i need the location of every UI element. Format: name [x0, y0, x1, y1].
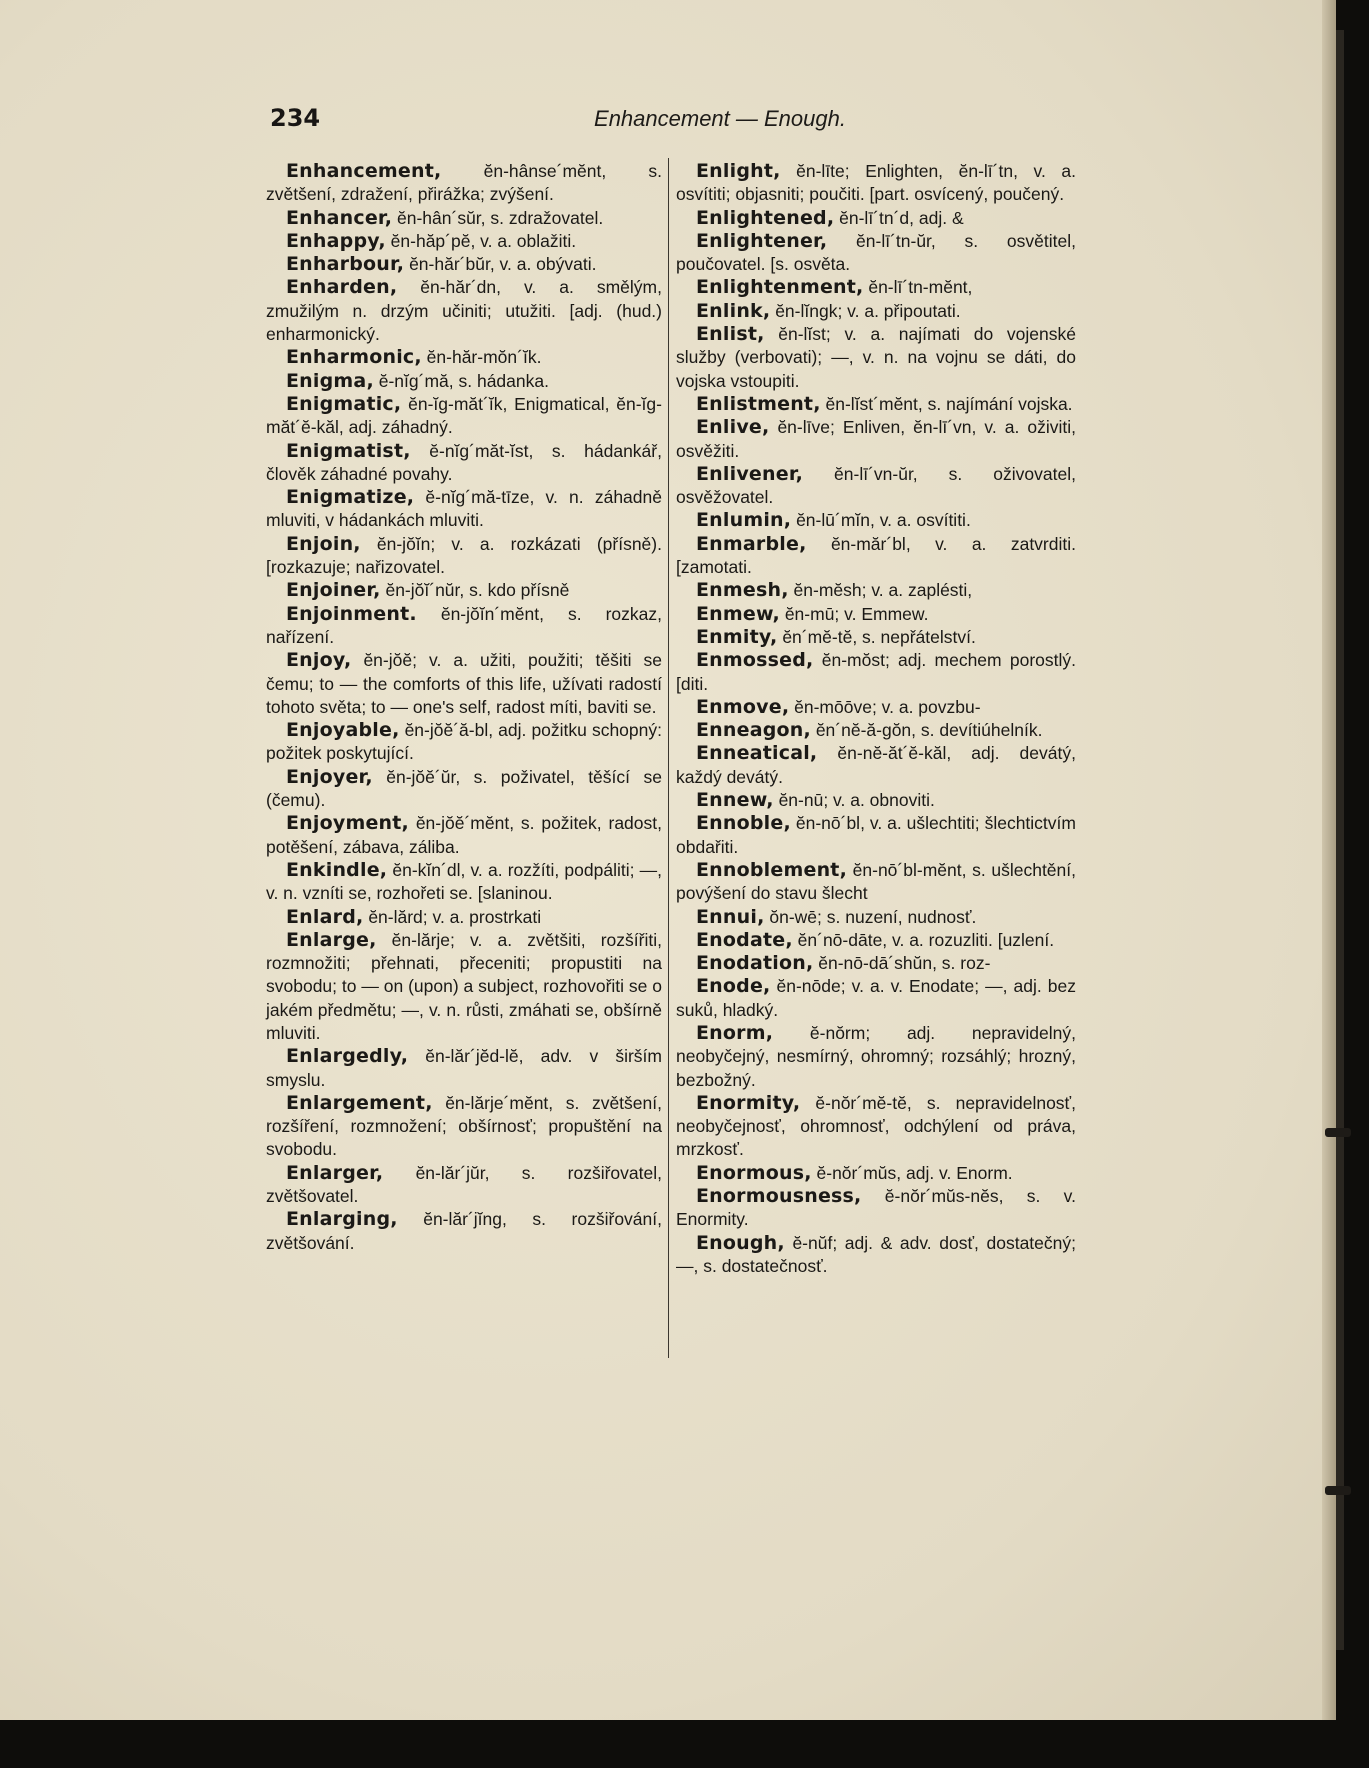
- dictionary-entry: [266, 276, 662, 346]
- dictionary-entry: [676, 1092, 1076, 1162]
- entry-definition: ĕn-jŏĕ´mĕnt, s. požitek, radost, potěšení, zábava, záliba.: [266, 813, 662, 857]
- page-number: 234: [270, 104, 321, 132]
- entry-definition: ĕn-nō´bl, v. a. ušlechtiti; šlechtictvím obdařiti.: [676, 813, 1076, 857]
- entry-definition: ĕn-nō-dā´shŭn, s. roz-: [818, 953, 991, 974]
- entry-definition: ĕn-hăp´pĕ, v. a. oblažiti.: [390, 230, 577, 251]
- entry-headword: Enlivener,: [696, 462, 804, 485]
- dictionary-entry: [266, 1162, 662, 1209]
- entry-definition: ĕn-lĭst´mĕnt, s. najímání vojska.: [825, 393, 1073, 414]
- dictionary-entry: [266, 812, 662, 859]
- dictionary-entry: [676, 160, 1076, 207]
- dictionary-entry: [676, 300, 1076, 323]
- entry-headword: Enlarge,: [286, 928, 377, 951]
- binding-mark: [1325, 1486, 1351, 1495]
- entry-headword: Enlarger,: [286, 1161, 384, 1184]
- dictionary-entry: [676, 649, 1076, 696]
- entry-definition: ĕn-lĭst; v. a. najímati do vojenské služby (verbovati); —, v. n. na vojnu se dáti, do vojska vstoupiti.: [676, 324, 1076, 391]
- entry-definition: ĕn-lū´mĭn, v. a. osvítiti.: [796, 510, 971, 531]
- dictionary-entry: [676, 952, 1076, 975]
- entry-headword: Enough,: [696, 1231, 785, 1254]
- dictionary-entry: [266, 579, 662, 602]
- entry-headword: Enmew,: [696, 602, 780, 625]
- entry-headword: Enigmatist,: [286, 439, 411, 462]
- entry-definition: ĕn´nō-dāte, v. a. rozuzliti. [uzlení.: [797, 929, 1055, 950]
- entry-definition: ĕ-nŏrm; adj. nepravidelný, neobyčejný, nesmírný, ohromný; rozsáhlý; hrozný, bezbožný.: [676, 1022, 1076, 1090]
- dictionary-entry: [676, 463, 1076, 510]
- entry-headword: Enhancer,: [286, 206, 393, 229]
- entry-headword: Enodation,: [696, 952, 814, 975]
- dictionary-entry: [676, 719, 1076, 742]
- entry-headword: Enlargement,: [286, 1091, 433, 1114]
- dictionary-entry: [676, 1232, 1076, 1279]
- entry-definition: ĕn-mŏst; adj. mechem porostlý. [diti.: [676, 650, 1076, 694]
- page-header: [270, 104, 1330, 134]
- dictionary-entry: [676, 975, 1076, 1022]
- entry-headword: Enhappy,: [286, 229, 386, 252]
- entry-headword: Enhancement,: [286, 160, 442, 182]
- entry-headword: Enlightenment,: [696, 276, 864, 299]
- entry-definition: ĕn-jŏĭ´nŭr, s. kdo přísně: [385, 580, 570, 601]
- entry-headword: Enlight,: [696, 160, 781, 182]
- entry-definition: ĕn-lăr´jŭr, s. rozšiřovatel, zvětšovatel.: [266, 1162, 662, 1207]
- entry-headword: Ennew,: [696, 789, 774, 812]
- running-head: Enhancement — Enough.: [594, 106, 846, 131]
- dictionary-entry: [266, 346, 662, 369]
- entry-headword: Enharden,: [286, 276, 398, 299]
- entry-definition: ĕn-lărje; v. a. zvětšiti, rozšířiti, rozmnožiti; přehnati, přeceniti; propustiti na svobodu; to — on (upon) a subject, rozhovořiti se o jakém předmětu; —, v. n. růsti, zmáhati se, obšírně mluviti.: [266, 929, 662, 1043]
- entry-definition: ĕn-jŏĭn; v. a. rozkázati (přísně). [rozkazuje; nařizovatel.: [266, 533, 662, 578]
- entry-definition: ĕn-măr´bl, v. a. zatvrditi. [zamotati.: [676, 533, 1076, 578]
- entry-headword: Enjoy,: [286, 649, 352, 672]
- dictionary-entry: [266, 1092, 662, 1162]
- entry-definition: ĕ-nĭg´măt-ĭst, s. hádankář, člověk záhadné povahy.: [266, 440, 662, 484]
- entry-definition: ĕ-nĭg´mă-tīze, v. n. záhadně mluviti, v hádankách mluviti.: [266, 487, 662, 531]
- entry-headword: Enjoyable,: [286, 719, 400, 742]
- dictionary-entry: [266, 440, 662, 487]
- dictionary-entry: [266, 649, 662, 719]
- dictionary-entry: [266, 929, 662, 1045]
- dictionary-entry: [266, 719, 662, 766]
- entry-definition: ĕn-nū; v. a. obnoviti.: [778, 790, 935, 811]
- entry-definition: ĕn-jŏĕ´ŭr, s. poživatel, těšící se (čemu).: [266, 766, 662, 811]
- entry-definition: ĕ-nŏr´mĕ-tĕ, s. nepravidelnosť, neobyčejnosť, ohromnosť, odchýlení od práva, mrzkosť.: [676, 1092, 1076, 1160]
- dictionary-entry: [676, 1185, 1076, 1232]
- dictionary-entry: [266, 230, 662, 253]
- dictionary-entry: [266, 207, 662, 230]
- entry-definition: ĕn-mĕsh; v. a. zaplésti,: [793, 580, 973, 601]
- entry-definition: ĕn-hăr-mŏn´ĭk.: [426, 347, 542, 368]
- entry-headword: Enmarble,: [696, 532, 807, 555]
- entry-headword: Ennoblement,: [696, 858, 847, 881]
- entry-definition: ĕn-lăr´jĕd-lĕ, adv. v širším smyslu.: [266, 1046, 662, 1090]
- entry-headword: Enlist,: [696, 323, 765, 346]
- entry-headword: Enlard,: [286, 905, 364, 928]
- dictionary-entry: [266, 370, 662, 393]
- entry-headword: Enlistment,: [696, 392, 821, 415]
- dictionary-entry: [676, 416, 1076, 463]
- dictionary-entry: [676, 1022, 1076, 1092]
- entry-headword: Enodate,: [696, 928, 793, 951]
- entry-headword: Enneatical,: [696, 742, 818, 765]
- entry-definition: ĕn-nō´bl-mĕnt, s. ušlechtění, povýšení do stavu šlecht: [676, 859, 1076, 904]
- entry-headword: Enlive,: [696, 416, 770, 439]
- dictionary-entry: [266, 906, 662, 929]
- entry-definition: ĕn-jŏĕ; v. a. užiti, použiti; těšiti se čemu; to — the comforts of this life, užívati radostí tohoto světa; to — one's self, radost míti, baviti se.: [266, 650, 662, 717]
- dictionary-entry: [676, 742, 1076, 789]
- entry-definition: ĕn-jŏĭn´mĕnt, s. rozkaz, nařízení.: [266, 603, 662, 647]
- entry-headword: Enmity,: [696, 625, 778, 648]
- entry-headword: Enlargedly,: [286, 1045, 409, 1068]
- dictionary-entry: [676, 626, 1076, 649]
- dictionary-entry: [266, 766, 662, 813]
- dictionary-entry: [676, 207, 1076, 230]
- entry-definition: ĕn-nĕ-ăt´ĕ-kăl, adj. devátý, každý devátý.: [676, 743, 1076, 787]
- dictionary-entry: [266, 253, 662, 276]
- entry-headword: Enmossed,: [696, 649, 814, 672]
- entry-headword: Enjoyer,: [286, 765, 373, 788]
- dictionary-entry: [266, 859, 662, 906]
- dictionary-entry: [676, 812, 1076, 859]
- entry-headword: Ennoble,: [696, 812, 791, 835]
- entry-definition: ĕn-lī´tn-mĕnt,: [868, 277, 973, 298]
- entry-headword: Enharbour,: [286, 253, 405, 276]
- column-divider: [668, 158, 669, 1358]
- entry-definition: ĕn-hăr´bŭr, v. a. obývati.: [409, 254, 597, 275]
- entry-definition: ŏn-wē; s. nuzení, nudnosť.: [769, 906, 977, 927]
- dictionary-entry: [676, 579, 1076, 602]
- entry-definition: ĕn-līte; Enlighten, ĕn-lī´tn, v. a. osvítiti; objasniti; poučiti. [part. osvícený, poučený.: [676, 161, 1076, 205]
- dictionary-entry: [266, 393, 662, 440]
- dictionary-entry: [676, 1162, 1076, 1185]
- dictionary-entry: [676, 603, 1076, 626]
- dictionary-entry: [676, 929, 1076, 952]
- entry-definition: ĕn-lărje´mĕnt, s. zvětšení, rozšíření, rozmnožení; obšírnosť; propuštění na svobodu.: [266, 1092, 662, 1160]
- dictionary-entry: [676, 509, 1076, 532]
- entry-headword: Enigmatize,: [286, 486, 415, 509]
- entry-headword: Enigmatic,: [286, 392, 402, 415]
- dictionary-entry: [676, 230, 1076, 277]
- dictionary-entry: [266, 1045, 662, 1092]
- entry-headword: Enormousness,: [696, 1185, 862, 1208]
- entry-headword: Enormity,: [696, 1091, 801, 1114]
- entry-definition: ĕn-lī´tn-ŭr, s. osvětitel, poučovatel. [s. osvěta.: [676, 230, 1076, 275]
- entry-headword: Enharmonic,: [286, 346, 422, 369]
- dictionary-entry: [266, 486, 662, 533]
- entry-definition: ĕn-lărd; v. a. prostrkati: [368, 906, 542, 927]
- entry-definition: ĕn´nĕ-ă-gŏn, s. devítiúhelník.: [815, 720, 1043, 741]
- entry-definition: ĕn-lĭngk; v. a. připoutati.: [775, 300, 961, 321]
- entry-headword: Enlink,: [696, 299, 771, 322]
- entry-headword: Enjoiner,: [286, 579, 381, 602]
- dictionary-entry: [676, 789, 1076, 812]
- entry-definition: ĕn-lăr´jĭng, s. rozšiřování, zvětšování.: [266, 1209, 662, 1253]
- dictionary-entry: [676, 859, 1076, 906]
- entry-headword: Enneagon,: [696, 719, 811, 742]
- entry-definition: ĕ-nŏr´mŭs, adj. v. Enorm.: [816, 1162, 1013, 1183]
- dictionary-entry: [676, 906, 1076, 929]
- dictionary-entry: [676, 323, 1076, 393]
- entry-headword: Ennui,: [696, 905, 765, 928]
- dictionary-entry: [266, 1208, 662, 1255]
- entry-headword: Enorm,: [696, 1021, 774, 1044]
- entry-headword: Enjoinment.: [286, 602, 417, 625]
- binding-spine: [1336, 30, 1344, 1650]
- entry-headword: Enkindle,: [286, 858, 388, 881]
- entry-definition: ĕn-lī´tn´d, adj. &: [839, 207, 964, 228]
- binding-mark: [1325, 1128, 1351, 1137]
- entry-definition: ĕn´mĕ-tĕ, s. nepřátelství.: [782, 626, 976, 647]
- entry-definition: ĕn-hânse´mĕnt, s. zvětšení, zdražení, přirážka; zvýšení.: [266, 161, 662, 205]
- entry-definition: ĕn-jŏĕ´ă-bl, adj. požitku schopný: požitek poskytující.: [266, 720, 662, 764]
- entry-definition: ĕn-mū; v. Emmew.: [784, 603, 929, 624]
- entry-headword: Enlarging,: [286, 1208, 398, 1231]
- dictionary-entry: [266, 603, 662, 650]
- entry-definition: ĕn-ĭg-măt´ĭk, Enigmatical, ĕn-ĭg-măt´ĕ-kăl, adj. záhadný.: [266, 393, 662, 438]
- entry-headword: Enlumin,: [696, 509, 792, 532]
- dictionary-entry: [266, 533, 662, 580]
- entry-definition: ĕ-nĭg´mă, s. hádanka.: [378, 370, 549, 391]
- dictionary-entry: [676, 696, 1076, 719]
- entry-headword: Enigma,: [286, 369, 374, 392]
- entry-headword: Enjoin,: [286, 532, 361, 555]
- entry-definition: ĕn-hân´sŭr, s. zdražovatel.: [397, 207, 604, 228]
- entry-definition: ĕn-hăr´dn, v. a. smělým, zmužilým n. drzým učiniti; utužiti. [adj. (hud.) enharmonický.: [266, 277, 662, 345]
- entry-headword: Enode,: [696, 975, 771, 998]
- entry-headword: Enmove,: [696, 695, 790, 718]
- dictionary-entry: [676, 393, 1076, 416]
- entry-headword: Enmesh,: [696, 579, 789, 602]
- entry-headword: Enlightener,: [696, 229, 828, 252]
- dictionary-entry: [676, 276, 1076, 299]
- left-column: [266, 160, 662, 1255]
- entry-definition: ĕn-nōde; v. a. v. Enodate; —, adj. bez suků, hladký.: [676, 976, 1076, 1020]
- entry-definition: ĕn-mōōve; v. a. povzbu-: [794, 696, 981, 717]
- entry-headword: Enlightened,: [696, 206, 835, 229]
- dictionary-entry: [266, 160, 662, 207]
- entry-headword: Enormous,: [696, 1161, 812, 1184]
- entry-definition: ĕn-lī´vn-ŭr, s. oživovatel, osvěžovatel.: [676, 463, 1076, 508]
- entry-definition: ĕn-kĭn´dl, v. a. rozžíti, podpáliti; —, v. n. vzníti se, rozhořeti se. [slaninou.: [266, 859, 662, 904]
- entry-definition: ĕn-līve; Enliven, ĕn-lī´vn, v. a. oživiti, osvěžiti.: [676, 417, 1076, 461]
- entry-headword: Enjoyment,: [286, 812, 409, 835]
- entry-definition: ĕ-nŭf; adj. & adv. dosť, dostatečný; —, s. dostatečnosť.: [676, 1232, 1076, 1276]
- page-fold-shadow: [1322, 0, 1336, 1720]
- entry-definition: ĕ-nŏr´mŭs-nĕs, s. v. Enormity.: [676, 1186, 1076, 1230]
- right-column: [676, 160, 1076, 1278]
- dictionary-entry: [676, 533, 1076, 580]
